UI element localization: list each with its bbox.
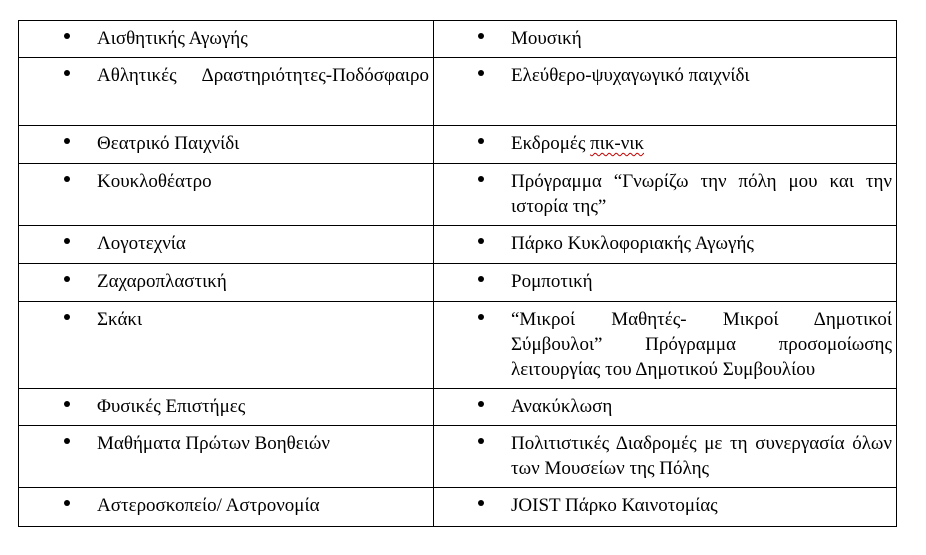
table-cell-right <box>434 426 897 488</box>
bullet-icon <box>478 276 484 282</box>
table-cell-right <box>434 21 897 58</box>
table-row <box>19 426 897 488</box>
bullet-icon <box>64 70 70 76</box>
cell-text: Ανακύκλωση <box>511 396 613 417</box>
bullet-icon <box>64 276 70 282</box>
cell-text: Πάρκο Κυκλοφοριακής Αγωγής <box>511 233 754 254</box>
table-row <box>19 488 897 527</box>
table-cell-left <box>19 302 434 389</box>
cell-text: Λογοτεχνία <box>97 233 186 254</box>
cell-text: Μουσική <box>511 28 582 49</box>
table-cell-left <box>19 226 434 264</box>
bullet-icon <box>64 176 70 182</box>
cell-text: Πρόγραμμα “Γνωρίζω την πόλη μου και την ιστορία της” <box>511 171 892 217</box>
cell-text: Αθλητικές Δραστηριότητες-Ποδόσφαιρο <box>97 65 429 86</box>
bullet-icon <box>478 314 484 320</box>
table-row <box>19 164 897 226</box>
bullet-icon <box>478 176 484 182</box>
cell-text: Ρομποτική <box>511 271 593 292</box>
table-cell-left <box>19 426 434 488</box>
table-cell-right <box>434 302 897 389</box>
bullet-icon <box>478 138 484 144</box>
bullet-icon <box>478 70 484 76</box>
table-cell-right <box>434 389 897 426</box>
bullet-icon <box>478 500 484 506</box>
table-row <box>19 389 897 426</box>
activities-table <box>18 20 897 527</box>
cell-text: Σκάκι <box>97 309 143 330</box>
table-cell-right <box>434 58 897 126</box>
table-row <box>19 302 897 389</box>
table-cell-left <box>19 264 434 302</box>
cell-text: Μαθήματα Πρώτων Βοηθειών <box>97 433 330 454</box>
cell-text: “Μικροί Μαθητές- Μικροί Δημοτικοί Σύμβουλοι” Πρόγραμμα προσομοίωσης λειτουργίας του Δημοτικού Συμβουλίου <box>511 309 892 380</box>
table-row <box>19 226 897 264</box>
bullet-icon <box>64 438 70 444</box>
table-cell-left <box>19 389 434 426</box>
cell-text: Κουκλοθέατρο <box>97 171 212 192</box>
table-cell-right <box>434 164 897 226</box>
spellcheck-flagged-word: πικ-νικ <box>590 133 645 154</box>
table-row <box>19 126 897 164</box>
table-row <box>19 58 897 126</box>
bullet-icon <box>64 314 70 320</box>
cell-text-part: Εκδρομές <box>511 133 591 154</box>
table-cell-right <box>434 264 897 302</box>
bullet-icon <box>478 401 484 407</box>
bullet-icon <box>478 33 484 39</box>
table-row <box>19 21 897 58</box>
cell-text: Αισθητικής Αγωγής <box>97 28 248 49</box>
table-cell-left <box>19 21 434 58</box>
table-cell-right <box>434 126 897 164</box>
table-cell-right <box>434 226 897 264</box>
bullet-icon <box>478 438 484 444</box>
table-cell-left <box>19 488 434 527</box>
cell-text: Πολιτιστικές Διαδρομές με τη συνεργασία όλων των Μουσείων της Πόλης <box>511 433 892 479</box>
table-row <box>19 264 897 302</box>
cell-text: JOIST Πάρκο Καινοτομίας <box>511 495 718 516</box>
cell-text: Αστεροσκοπείο/ Αστρονομία <box>97 495 320 516</box>
table-cell-right <box>434 488 897 527</box>
table-cell-left <box>19 126 434 164</box>
bullet-icon <box>64 138 70 144</box>
bullet-icon <box>64 401 70 407</box>
bullet-icon <box>64 33 70 39</box>
table-cell-left <box>19 164 434 226</box>
cell-text <box>511 126 896 156</box>
cell-text: Ζαχαροπλαστική <box>97 271 227 292</box>
cell-text: Ελεύθερο-ψυχαγωγικό παιχνίδι <box>511 65 750 86</box>
cell-text: Φυσικές Επιστήμες <box>97 396 246 417</box>
cell-text: Θεατρικό Παιχνίδι <box>97 133 240 154</box>
table-cell-left <box>19 58 434 126</box>
bullet-icon <box>64 238 70 244</box>
bullet-icon <box>478 238 484 244</box>
bullet-icon <box>64 500 70 506</box>
